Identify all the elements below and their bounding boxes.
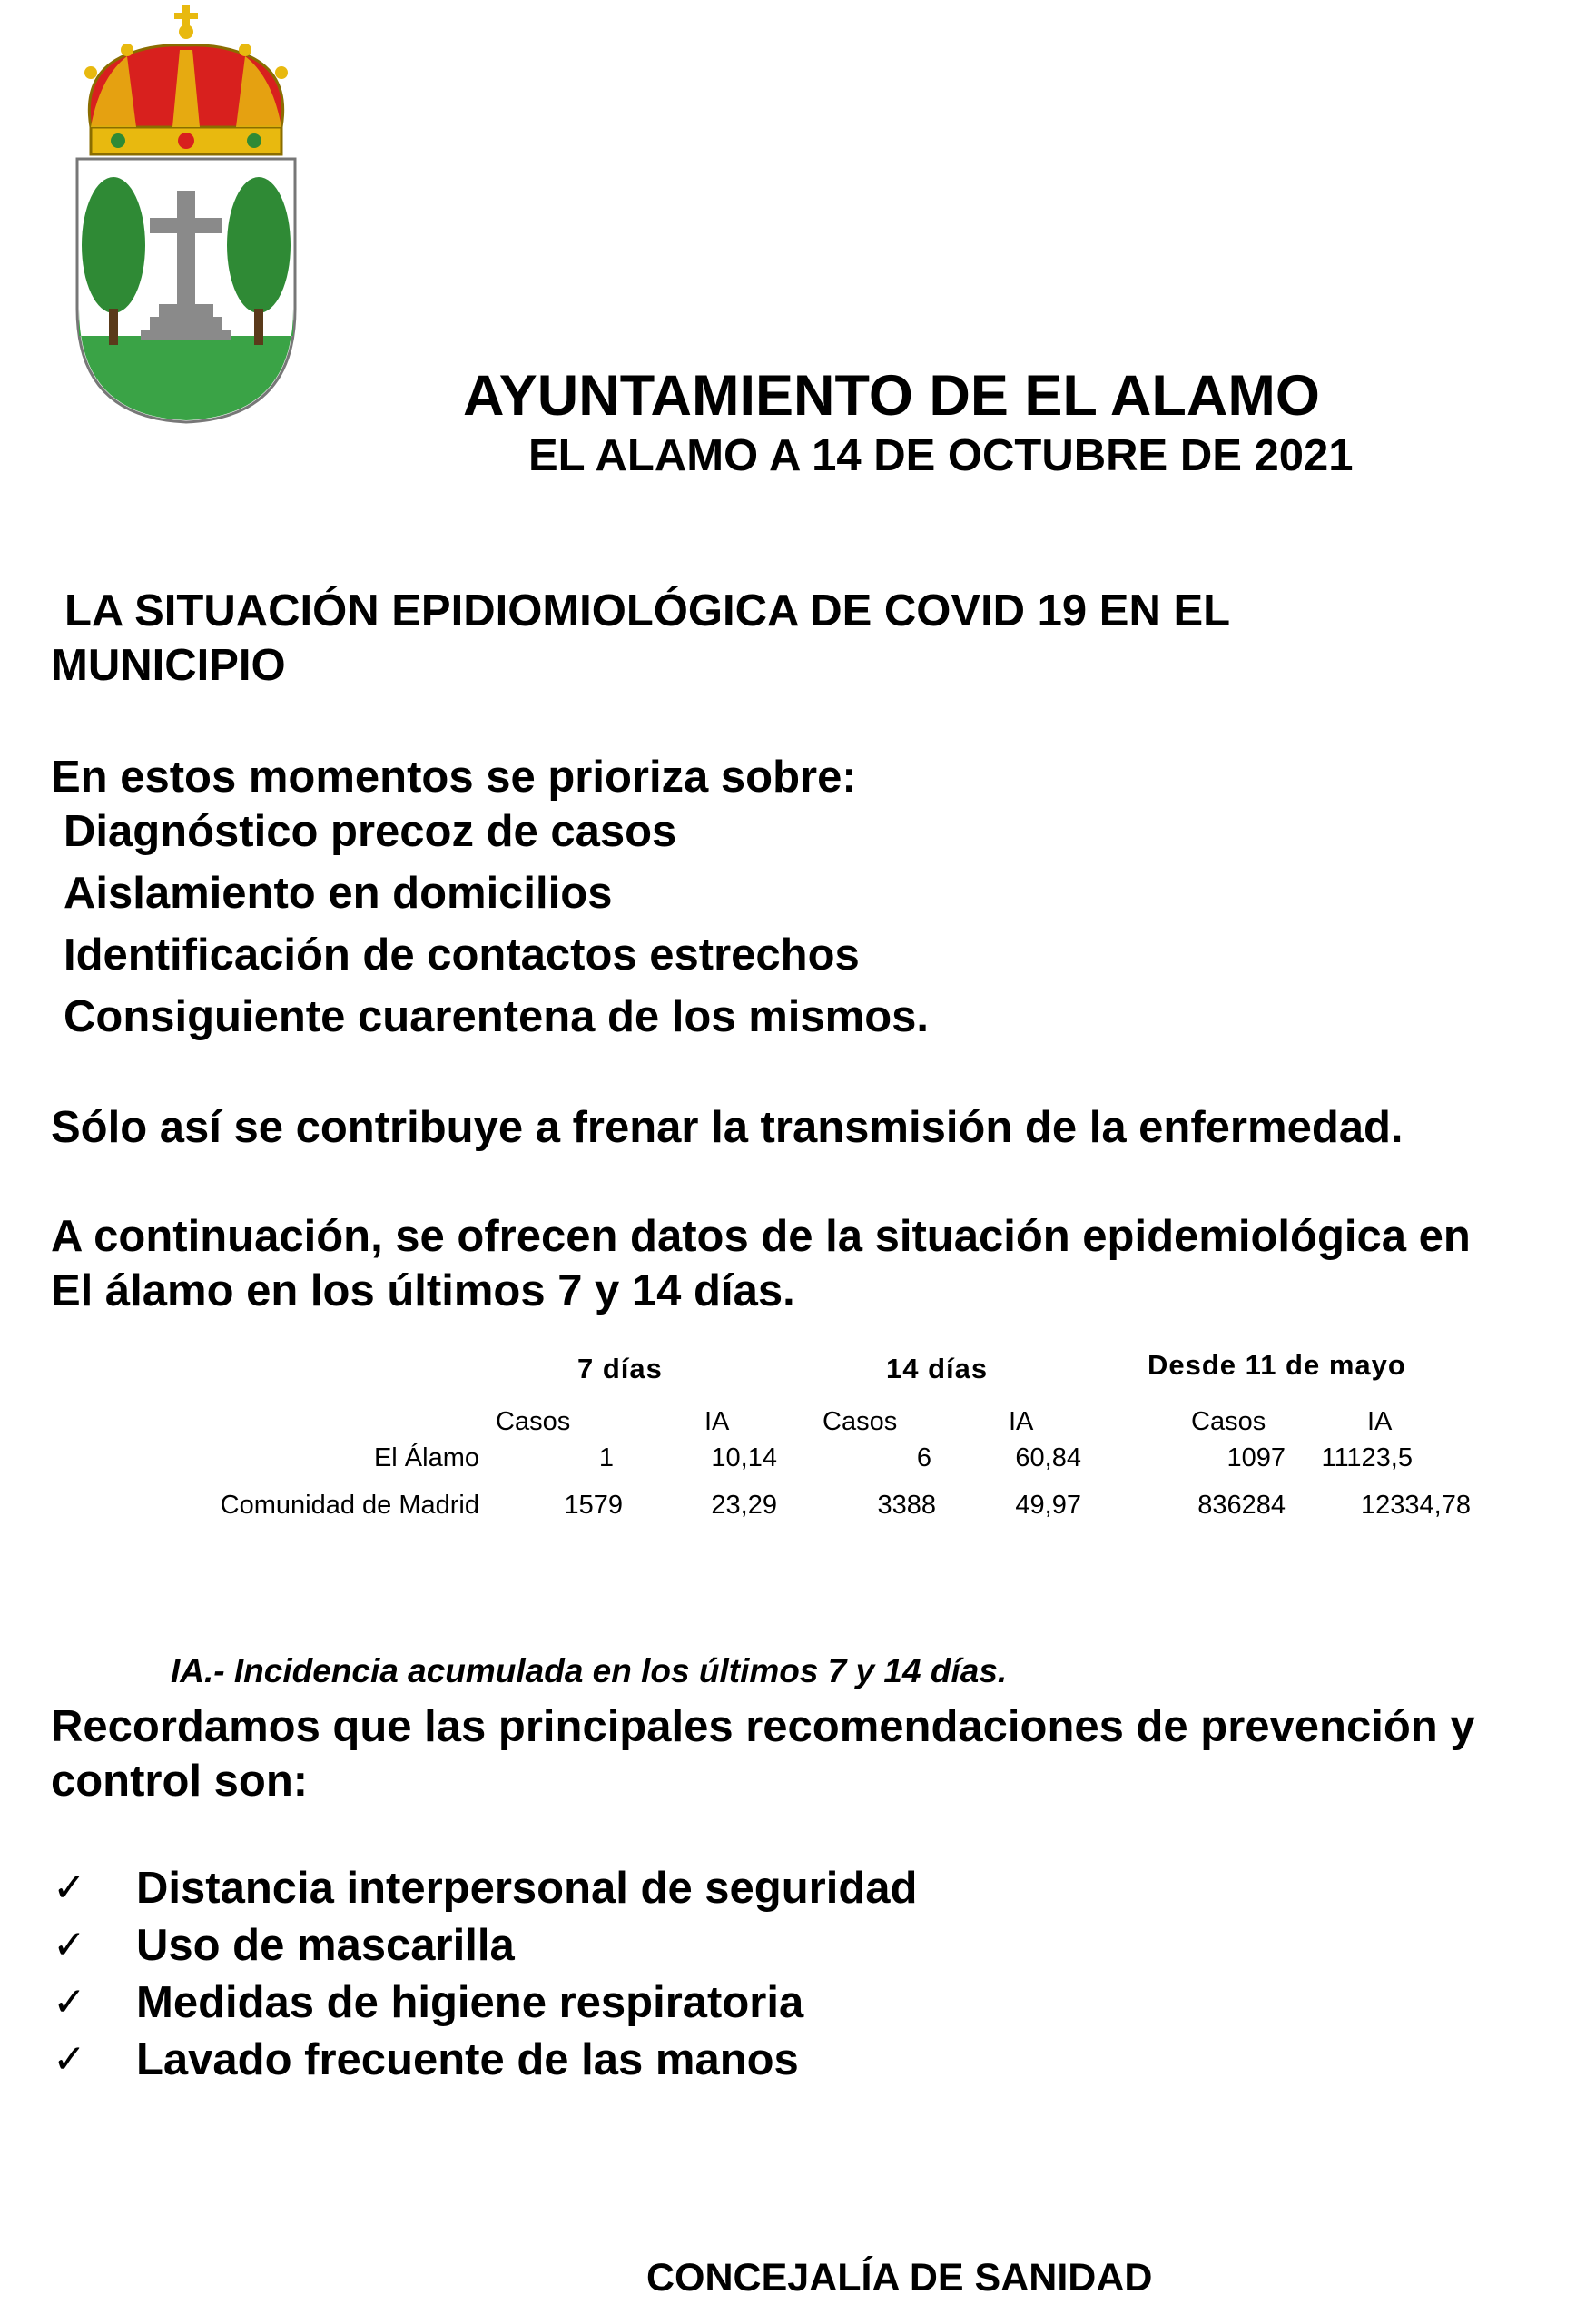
table-cell: 11123,5 <box>1321 1443 1413 1472</box>
recommendation-text: Uso de mascarilla <box>136 1921 515 1970</box>
table-cell: 10,14 <box>711 1443 777 1472</box>
table-cell: 23,29 <box>711 1491 777 1520</box>
group-header-14-days: 14 días <box>886 1353 989 1384</box>
page-title: AYUNTAMIENTO DE EL ALAMO <box>463 364 1320 428</box>
recommendation-text: Distancia interpersonal de seguridad <box>136 1864 918 1913</box>
recommendation-text: Lavado frecuente de las manos <box>136 2035 799 2084</box>
section-title-line2: MUNICIPIO <box>51 641 286 690</box>
coat-of-arms-logo <box>64 0 309 427</box>
covid-data-table <box>51 1349 1503 1561</box>
table-cell: 49,97 <box>1015 1491 1081 1520</box>
table-cell: 3388 <box>877 1491 936 1520</box>
section-title-line1: LA SITUACIÓN EPIDIOMIOLÓGICA DE COVID 19 EN EL <box>64 586 1231 635</box>
recommendations-list <box>51 1861 917 2090</box>
list-item <box>51 1918 917 1975</box>
checkmark-icon: ✓ <box>53 2036 86 2083</box>
date-line: EL ALAMO A 14 DE OCTUBRE DE 2021 <box>528 431 1354 480</box>
group-header-7-days: 7 días <box>577 1353 663 1384</box>
continuation-text: A continuación, se ofrecen datos de la situación epidemiológica en El álamo en los últimos 7 y 14 días. <box>51 1212 1471 1315</box>
col-header-ia: IA <box>1367 1407 1393 1436</box>
footer-signature: CONCEJALÍA DE SANIDAD <box>646 2256 1153 2299</box>
col-header-ia: IA <box>704 1407 730 1436</box>
list-item: Aislamiento en domicilios <box>64 869 613 918</box>
recommendation-text: Medidas de higiene respiratoria <box>136 1978 804 2027</box>
table-cell: 6 <box>916 1443 931 1472</box>
table-cell: 836284 <box>1197 1491 1286 1520</box>
crown-icon <box>84 5 288 154</box>
row-label: Comunidad de Madrid <box>220 1491 479 1520</box>
table-cell: 1 <box>598 1443 614 1472</box>
list-item <box>51 1861 917 1918</box>
table-cell: 1579 <box>564 1491 623 1520</box>
checkmark-icon: ✓ <box>53 1979 86 2025</box>
section-title <box>51 584 1413 693</box>
shield-icon <box>77 159 295 422</box>
group-header-since-may: Desde 11 de mayo <box>1148 1349 1406 1381</box>
recommendations-intro: Recordamos que las principales recomendaciones de prevención y control son: <box>51 1702 1475 1806</box>
col-header-casos: Casos <box>496 1407 571 1436</box>
list-item: Diagnóstico precoz de casos <box>64 807 677 856</box>
intro-text: En estos momentos se prioriza sobre: <box>51 753 857 802</box>
list-item <box>51 2033 917 2090</box>
contribution-text: Sólo así se contribuye a frenar la transmisión de la enfermedad. <box>51 1103 1404 1152</box>
list-item: Identificación de contactos estrechos <box>64 931 860 980</box>
col-header-casos: Casos <box>1191 1407 1266 1436</box>
table-cell: 60,84 <box>1015 1443 1081 1472</box>
list-item: Consiguiente cuarentena de los mismos. <box>64 992 930 1041</box>
col-header-casos: Casos <box>823 1407 898 1436</box>
ia-footnote: IA.- Incidencia acumulada en los últimos 7 y 14 días. <box>171 1652 1008 1689</box>
priorities-list <box>64 804 929 1051</box>
col-header-ia: IA <box>1009 1407 1034 1436</box>
table-cell: 1097 <box>1226 1443 1286 1472</box>
checkmark-icon: ✓ <box>53 1922 86 1968</box>
row-label: El Álamo <box>373 1443 479 1472</box>
list-item <box>51 1975 917 2033</box>
checkmark-icon: ✓ <box>53 1865 86 1911</box>
table-cell: 12334,78 <box>1361 1491 1471 1520</box>
